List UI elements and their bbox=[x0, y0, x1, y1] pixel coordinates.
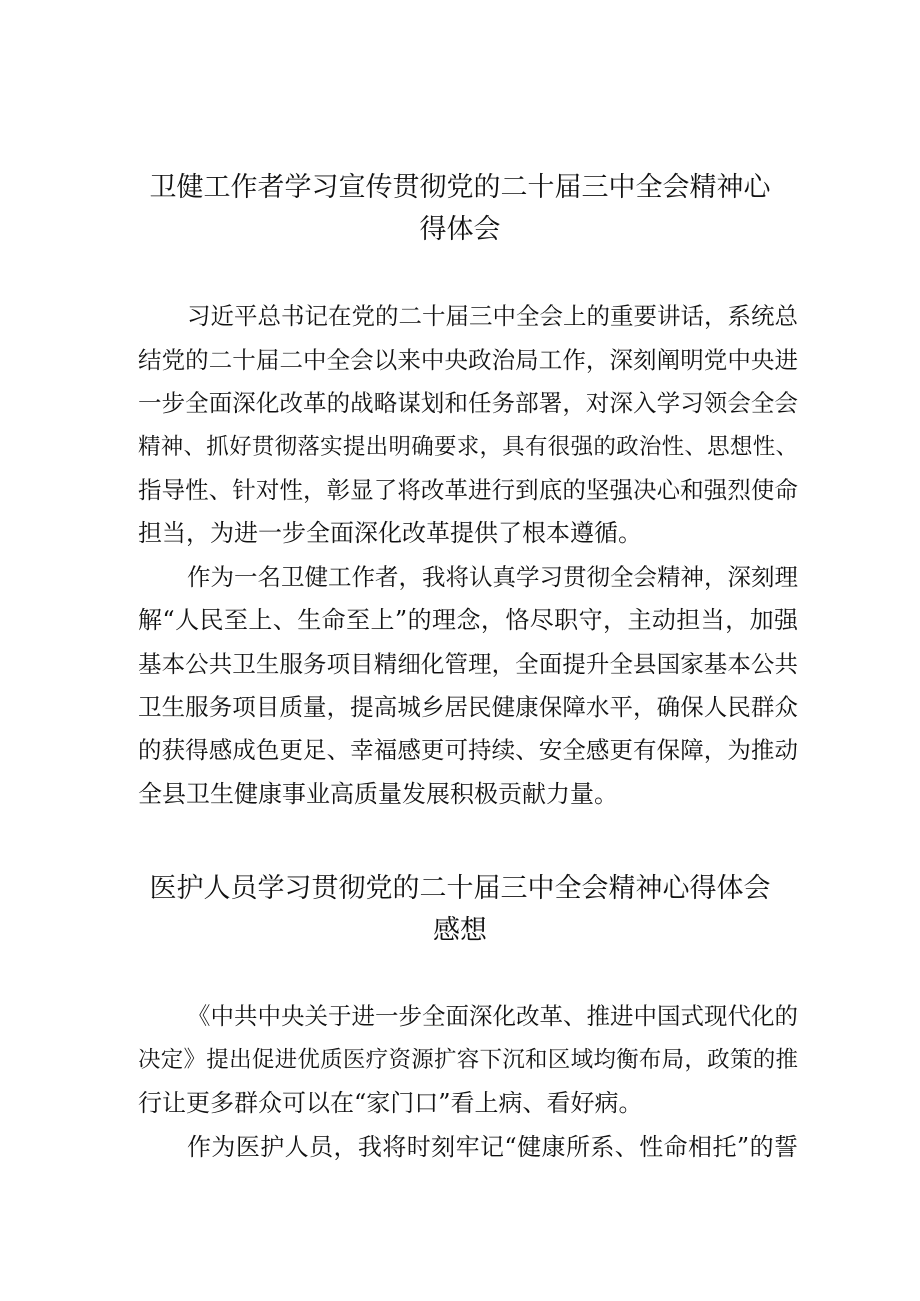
s1p1-line-3: 一步全面深化改革的战略谋划和任务部署，对深入学习领会全会 bbox=[138, 389, 798, 417]
s1p2-line-5: 的获得感成色更足、幸福感更可持续、安全感更有保障，为推动 bbox=[138, 736, 798, 764]
s1p2-line-6: 全县卫生健康事业高质量发展积极贡献力量。 bbox=[138, 780, 618, 808]
section1-title-line-1: 卫健工作者学习宣传贯彻党的二十届三中全会精神心 bbox=[149, 172, 771, 203]
s1p2-line-2: 解“人民至上、生命至上”的理念，恪尽职守，主动担当，加强 bbox=[138, 606, 798, 634]
s2p1-line-2: 决定》提出促进优质医疗资源扩容下沉和区域均衡布局，政策的推 bbox=[138, 1047, 798, 1073]
s1p1-line-5: 指导性、针对性，彰显了将改革进行到底的坚强决心和强烈使命 bbox=[138, 476, 798, 504]
s1p1-line-1: 习近平总书记在党的二十届三中全会上的重要讲话，系统总 bbox=[187, 302, 798, 330]
s1p2-line-3: 基本公共卫生服务项目精细化管理，全面提升全县国家基本公共 bbox=[138, 650, 798, 678]
section1-title-line-2: 得体会 bbox=[419, 214, 501, 245]
s2p2-line-1: 作为医护人员，我将时刻牢记“健康所系、性命相托”的誓 bbox=[187, 1133, 798, 1161]
s2p1-line-3: 行让更多群众可以在“家门口”看上病、看好病。 bbox=[138, 1089, 643, 1117]
section2-title-line-1: 医护人员学习贯彻党的二十届三中全会精神心得体会 bbox=[149, 873, 771, 904]
s1p1-line-6: 担当，为进一步全面深化改革提供了根本遵循。 bbox=[138, 519, 642, 547]
s2p1-line-1: 《中共中央关于进一步全面深化改革、推进中国式现代化的 bbox=[187, 1002, 798, 1030]
s1p1-line-4: 精神、抓好贯彻落实提出明确要求，具有很强的政治性、思想性、 bbox=[138, 434, 798, 460]
section1-title bbox=[130, 167, 790, 251]
section2-title bbox=[130, 868, 790, 952]
s1p2-line-1: 作为一名卫健工作者，我将认真学习贯彻全会精神，深刻理 bbox=[187, 563, 798, 591]
section2-title-line-2: 感想 bbox=[433, 915, 487, 946]
s1p1-line-2: 结党的二十届二中全会以来中央政治局工作，深刻阐明党中央进 bbox=[138, 346, 798, 374]
s1p2-line-4: 卫生服务项目质量，提高城乡居民健康保障水平，确保人民群众 bbox=[138, 693, 798, 721]
